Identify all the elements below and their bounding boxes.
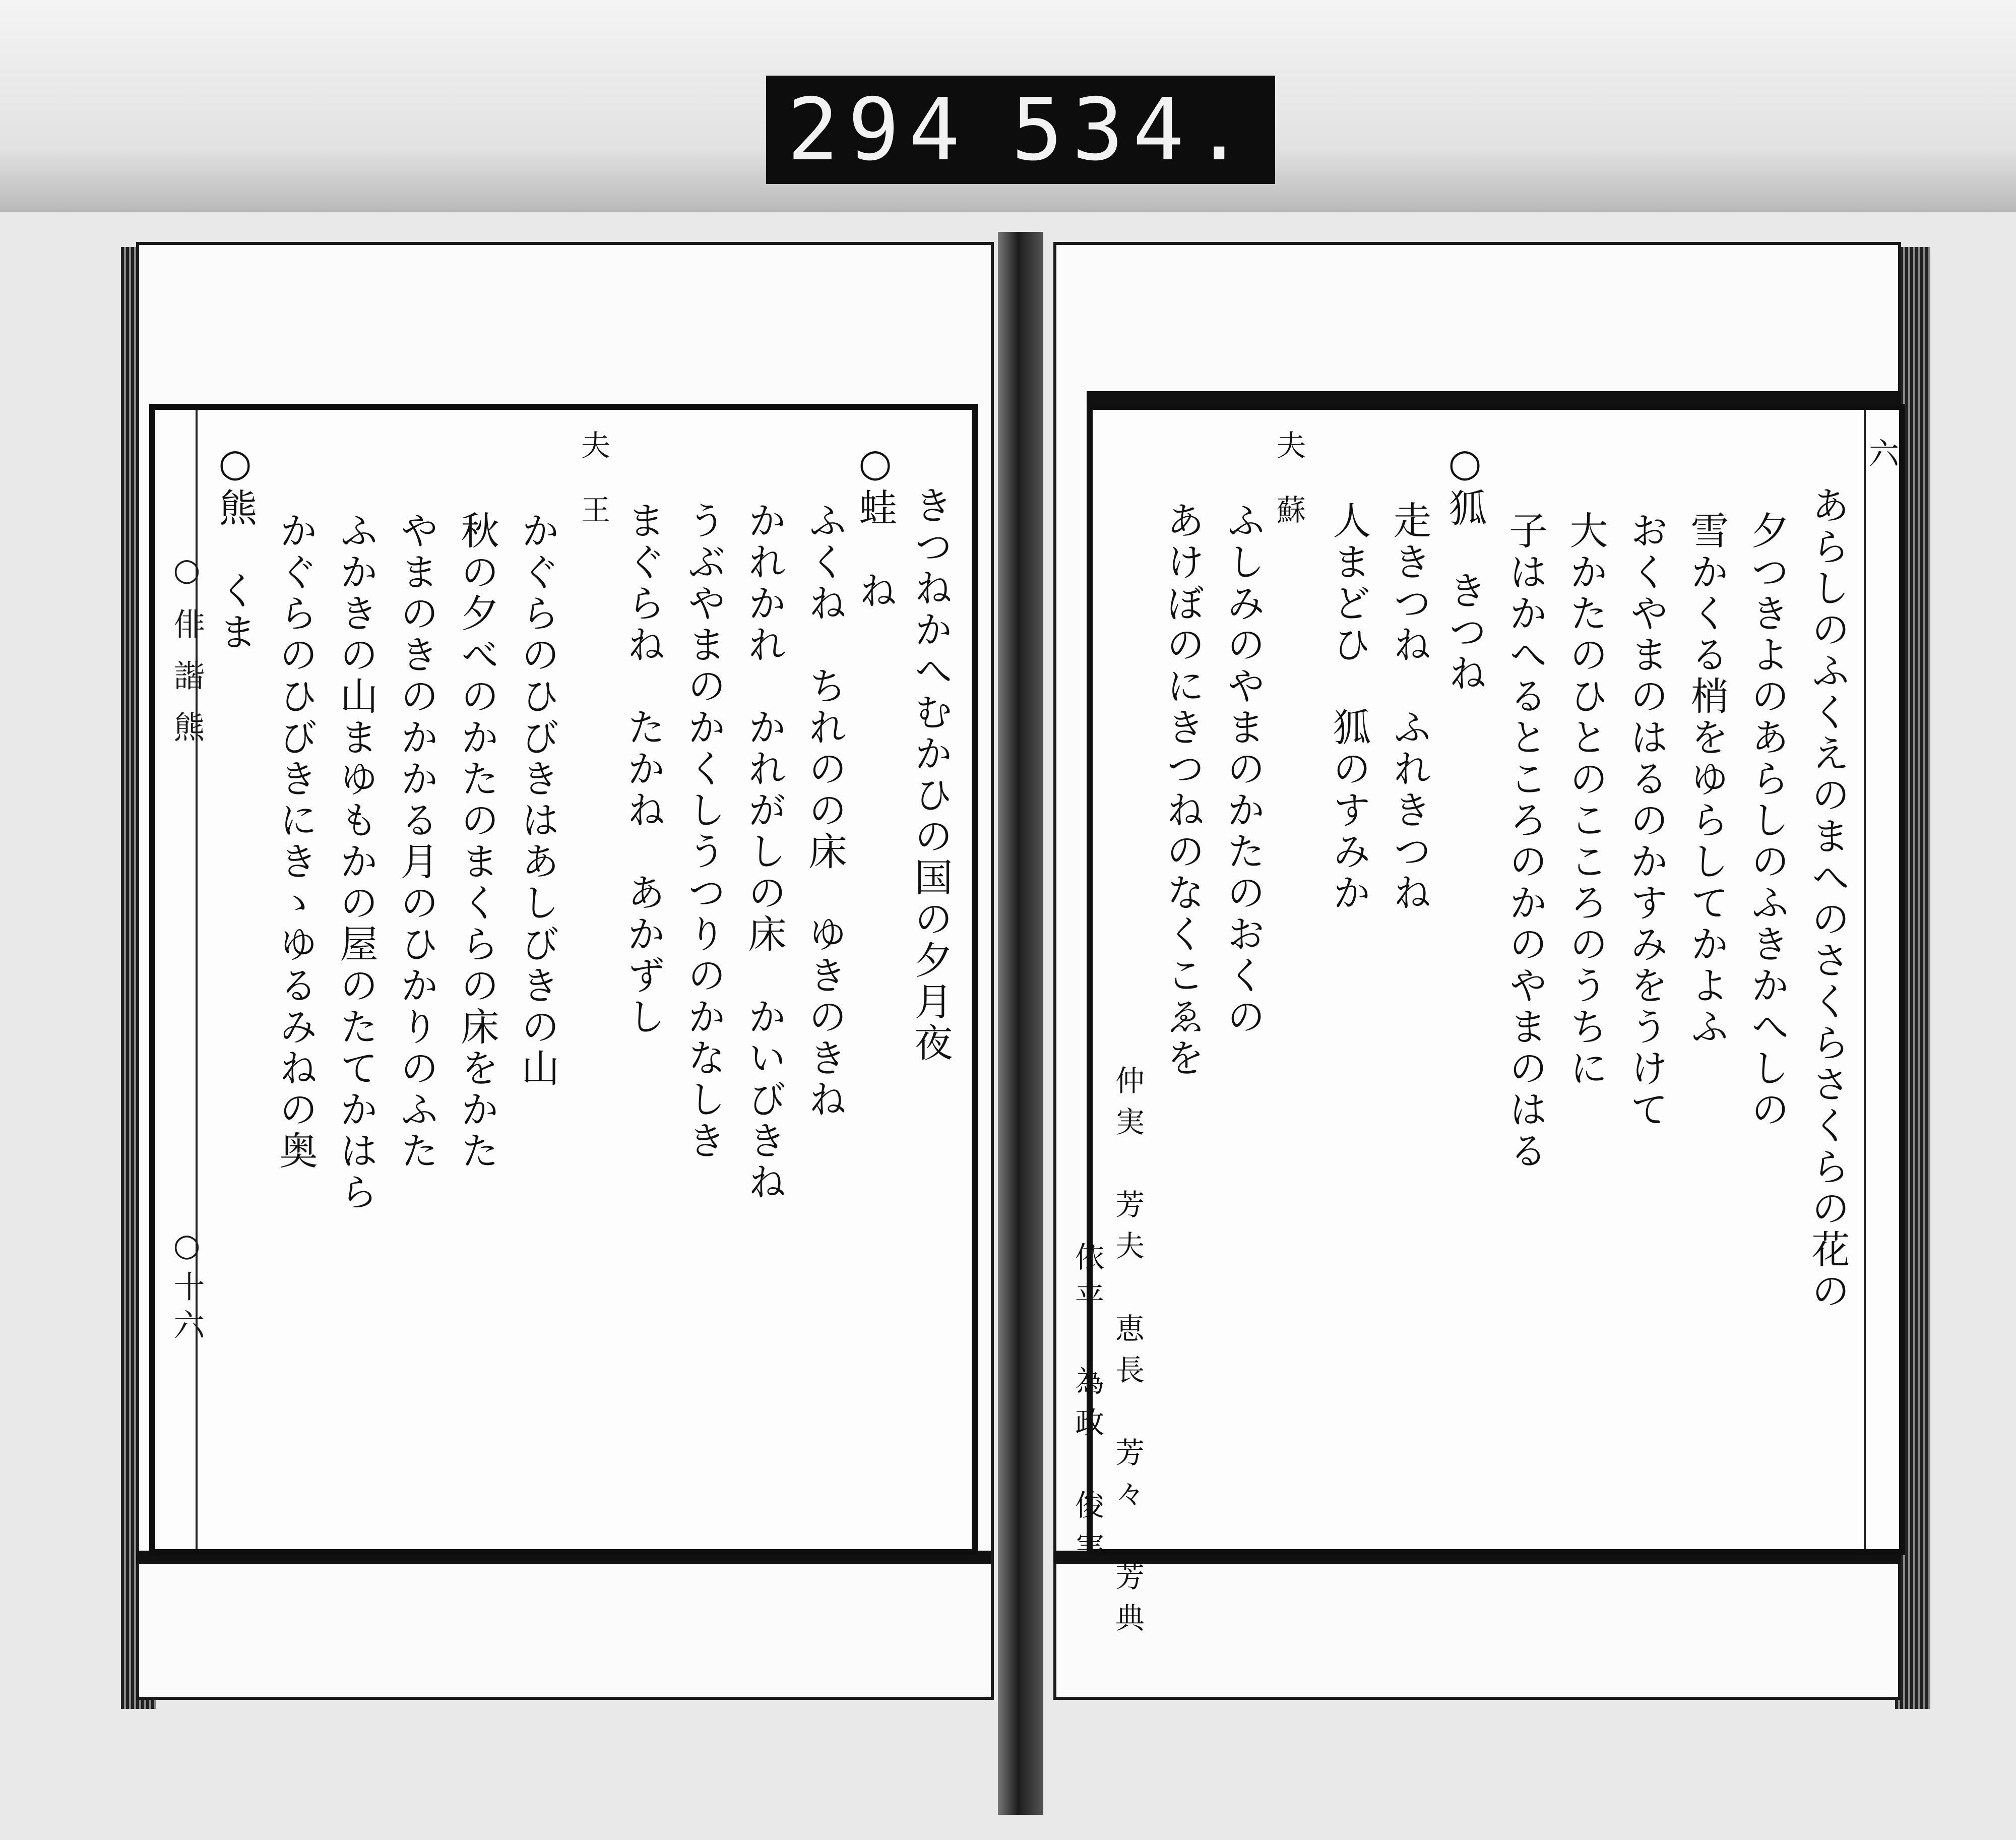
text-column: ふかきの山まゆもかの屋のたてかはら [334,511,379,1213]
text-column: かぐらのひびきはあしびきの山 [515,511,560,1089]
open-book [126,232,1935,1815]
text-column: かぐらのひびきにきゝゆるみねの奥 [273,511,318,1172]
right-top-band [1087,391,1901,404]
text-column: 夫 蘇 [1272,430,1306,527]
left-text-panel [149,404,978,1555]
author-names: 依平 為政 俊実 [1070,1242,1104,1572]
text-column: やまのきのかかる月のひかりのふた [394,511,439,1172]
right-leaf [1053,242,1901,1700]
microfilm-frame-label [766,76,1275,184]
text-column: 雪かくる梢をゆらしてかよふ [1684,511,1729,1048]
frame-number-left: 294 [787,80,969,180]
author-names: 仲実 芳夫 恵長 芳々 芳典 [1110,1065,1145,1644]
left-leaf [136,242,994,1700]
text-column: おくやまのはるのかすみをうけて [1624,511,1669,1131]
text-column: きつねかへむかひの国の夕月夜 [908,485,953,1064]
text-column: ふしみのやまのかたのおくの [1221,501,1266,1038]
text-column: ○熊 くま [213,440,258,653]
text-column: 子はかへるところのかのやまのはる [1503,511,1548,1172]
right-folio: 六 [1869,437,1899,472]
frame-number-right: 534. [1011,80,1254,180]
text-column: あけぼのにきつねのなくこゑを [1160,501,1205,1079]
text-column: うぶやまのかくしうつりのかなしき [681,501,726,1162]
text-column: まぐらね たかね あかずし [621,501,666,1038]
text-column: 走きつね ふれきつね [1387,501,1432,914]
left-margin-title: ○俳諧熊 [168,551,205,762]
text-column: ○狐 きつね [1442,440,1487,695]
text-column: 夕つきよのあらしのふきかへしの [1745,511,1790,1131]
text-column: あらしのふくえのまへのさくらさくらの花の [1805,485,1850,1312]
text-column: 夫 王 [576,430,610,527]
text-column: かれかれ かれがしの床 かいびきね [742,501,787,1203]
text-column: ○蛙 ね [853,440,898,612]
left-folio: ○十六 [168,1226,205,1347]
text-column: 秋の夕べのかたのまくらの床をかた [455,511,499,1172]
right-inner-rule [1864,410,1866,1549]
right-text-panel [1070,404,1905,1644]
book-gutter [998,232,1043,1815]
text-column: 大かたのひとのこころのうちに [1563,511,1608,1089]
text-column: 人まどひ 狐のすみか [1327,501,1371,914]
text-column: ふくね ちれのの床 ゆきのきね [802,501,847,1121]
